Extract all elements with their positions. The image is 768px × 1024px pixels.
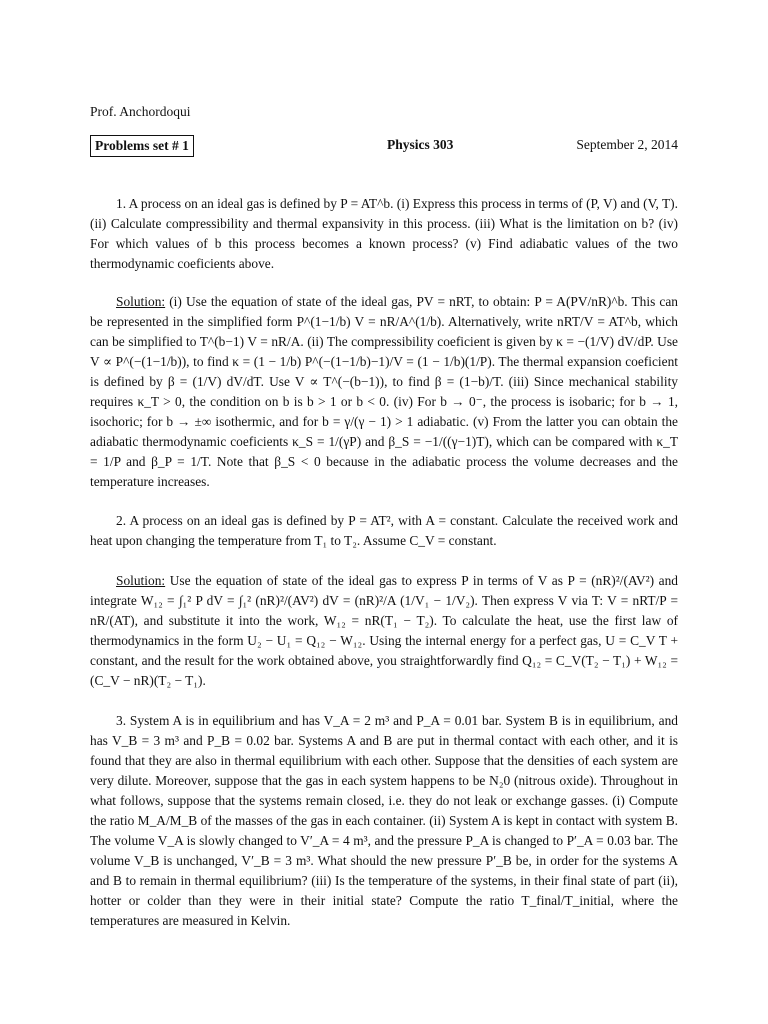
problem-1-text: 1. A process on an ideal gas is defined by P = AT^b. (i) Express this process in terms of (P, V) and (V, T). (ii) Calculate compressibility and thermal expansivity in this process. (iii) What is the limitation on b? (iv) For which values of b this process becomes a known process? (v) Find adiabatic values of the two thermodynamic coeficients above. bbox=[90, 196, 678, 271]
problem-2-statement bbox=[90, 511, 678, 551]
problem-1-solution bbox=[90, 292, 678, 492]
problem-1-solution-paragraph bbox=[90, 292, 678, 492]
solution-label: Solution: bbox=[116, 573, 166, 588]
problem-2-solution-paragraph bbox=[90, 571, 678, 691]
date: September 2, 2014 bbox=[576, 137, 678, 152]
problem-set-title: Problems set # 1 bbox=[90, 135, 194, 157]
problem-2-solution bbox=[90, 571, 678, 691]
header-row bbox=[90, 135, 678, 159]
problem-2-text: 2. A process on an ideal gas is defined by P = AT², with A = constant. Calculate the received work and heat upon changing the temperature from T₁ to T₂. Assume C_V = constant. bbox=[90, 513, 678, 548]
author-name: Prof. Anchordoqui bbox=[90, 104, 191, 119]
problem-2-solution-text: Use the equation of state of the ideal gas to express P in terms of V as P = (nR)²/(AV²) and integrate W₁₂ = ∫₁² P dV = ∫₁² (nR)²/(AV²) dV = (nR)²/A (1/V₁ − 1/V₂). Then express V via T: V = nRT/P = nR/(AT), and substitute it into the work, W₁₂ = nR(T₁ − T₂). To calculate the heat, use the first law of thermodynamics in the form U₂ − U₁ = Q₁₂ − W₁₂. Using the internal energy for a perfect gas, U = C_V T + constant, and the result for the work obtained above, you straightforwardly find Q₁₂ = C_V(T₂ − T₁) + W₁₂ = (C_V − nR)(T₂ − T₁). bbox=[90, 573, 678, 688]
problem-3-statement bbox=[90, 711, 678, 931]
course-title: Physics 303 bbox=[387, 137, 454, 152]
problem-1-statement bbox=[90, 194, 678, 274]
problem-1-solution-text: (i) Use the equation of state of the ideal gas, PV = nRT, to obtain: P = A(PV/nR)^b. This can be represented in the simplified form P^(1−1/b) V = nR/A^(1/b). Alternatively, write nRT/V = AT^b, which can be simplified to T^(b−1) V = nR/A. (ii) The compressibility coeficient is given by κ = −(1/V) dV/dP. Use V ∝ P^(−(1−1/b)), to find κ = (1 − 1/b) P^(−(1−1/b)−1)/V = (1 − 1/b)(1/P). The thermal expansion coeficient is defined by β = (1/V) dV/dT. Use V ∝ T^(−(b−1)), to find β = (1−b)/T. (iii) Since mechanical stability requires κ_T > 0, the condition on b is b > 1 or b < 0. (iv) For b → 0⁻, the process is isobaric; for b → 1, isochoric; for b → ±∞ isothermic, and for b = γ/(γ − 1) > 1 adiabatic. (v) From the latter you can obtain the adiabatic thermodynamic coeficients κ_S = 1/(γP) and β_S = −1/((γ−1)T), which can be compared with κ_T = 1/P and β_P = 1/T. Note that β_S < 0 because in the adiabatic process the volume decreases and the temperature increases. bbox=[90, 294, 678, 489]
solution-label: Solution: bbox=[116, 294, 166, 309]
problem-3-text: 3. System A is in equilibrium and has V_A = 2 m³ and P_A = 0.01 bar. System B is in equilibrium, and has V_B = 3 m³ and P_B = 0.02 bar. Systems A and B are put in thermal contact with each other, and it is found that they are also in thermal equilibrium with each other. Suppose that the densities of each system are very dilute. Moreover, suppose that the gas in each system happens to be N₂0 (nitrous oxide). Throughout in what follows, suppose that the systems remain closed, i.e. they do not leak or exchange gasses. (i) Compute the ratio M_A/M_B of the masses of the gas in each container. (ii) System A is kept in contact with system B. The volume V_A is slowly changed to V′_A = 4 m³, and the pressure P_A is changed to P′_A = 0.03 bar. The volume V_B is unchanged, V′_B = 3 m³. What should the new pressure P′_B be, in order for the systems A and B to remain in thermal equilibrium? (iii) Is the temperature of the systems, in their final state of part (ii), hotter or colder than they were in their initial state? Compute the ratio T_final/T_initial, where the temperatures are measured in Kelvin. bbox=[90, 713, 678, 928]
